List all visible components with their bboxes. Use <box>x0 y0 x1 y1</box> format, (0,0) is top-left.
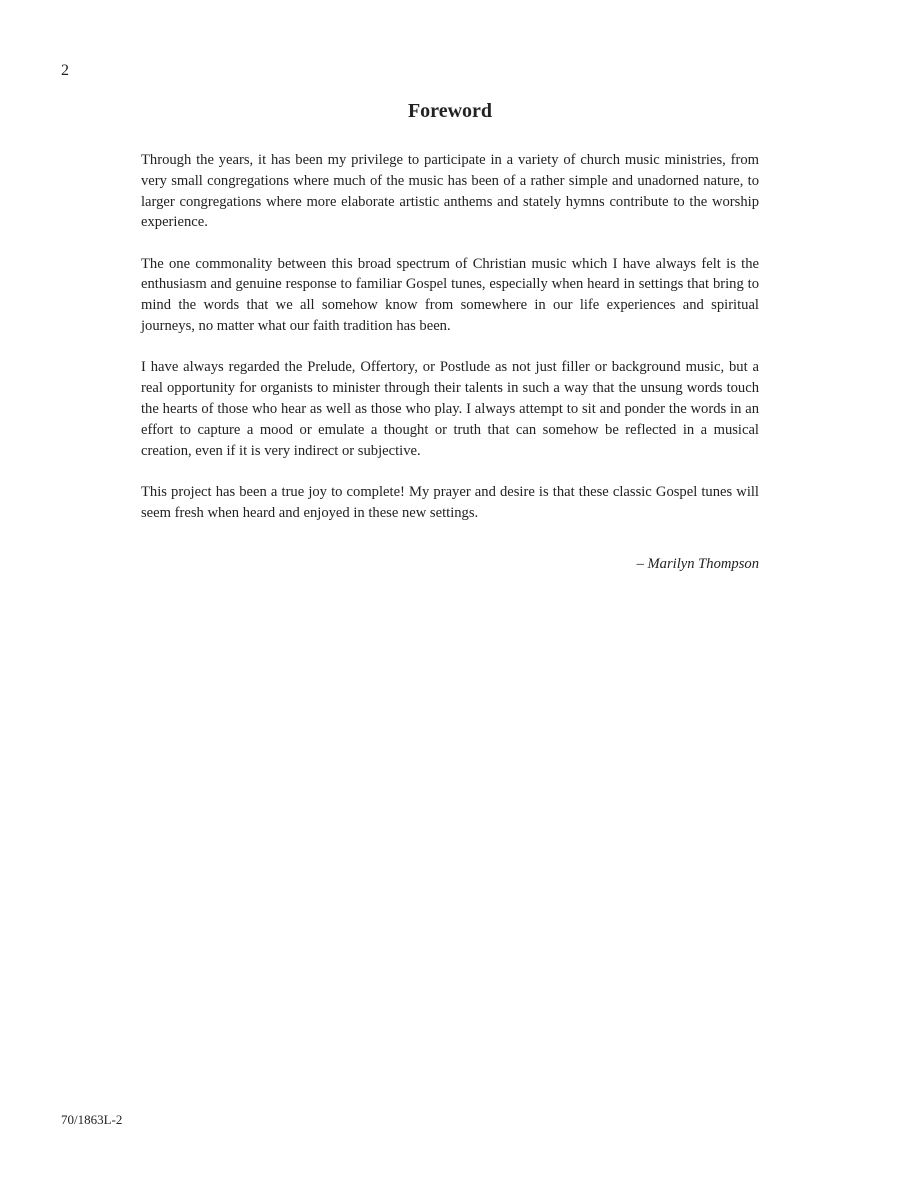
paragraph: Through the years, it has been my privilege to participate in a variety of church music ministries, from very small congregations where much of the music has been of a rather simple and unadorned nature, to larger congregations where more elaborate artistic anthems and stately hymns contribute to the worship experience. <box>141 152 759 231</box>
paragraph: The one commonality between this broad spectrum of Christian music which I have always felt is the enthusiasm and genuine response to familiar Gospel tunes, especially when heard in settings that bring to mind the words that we all somehow know from somewhere in our life experiences and spiritual journeys, no matter what our faith tradition has been. <box>141 255 759 335</box>
author-signature: – Marilyn Thompson <box>636 556 759 572</box>
catalog-number: 70/1863L-2 <box>61 1112 123 1127</box>
page-title: Foreword <box>407 100 493 122</box>
page-number: 2 <box>61 62 69 79</box>
foreword-body <box>141 150 759 544</box>
paragraph: This project has been a true joy to complete! My prayer and desire is that these classic Gospel tunes will seem fresh when heard and enjoyed in these new settings. <box>141 483 759 521</box>
paragraph: I have always regarded the Prelude, Offertory, or Postlude as not just filler or background music, but a real opportunity for organists to minister through their talents in such a way that the unsung words touch the hearts of those who hear as well as those who play. I always attempt to sit and ponder the words in an effort to capture a mood or emulate a thought or truth that can somehow be reflected in a musical creation, even if it is very indirect or subjective. <box>141 359 759 459</box>
